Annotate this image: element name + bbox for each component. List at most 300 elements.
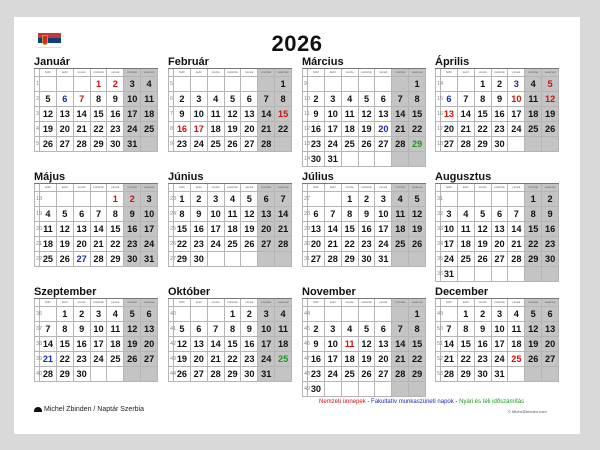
- weekday-header-row: [34, 299, 158, 307]
- day-cell: 10: [325, 337, 342, 352]
- weekday-header-row: [435, 299, 559, 307]
- day-cell: 15: [342, 222, 359, 237]
- day-cell: 1: [91, 77, 108, 92]
- day-cell: 7: [325, 207, 342, 222]
- day-cell: [441, 192, 458, 207]
- day-cell: 31: [141, 252, 158, 267]
- day-cell: 3: [124, 77, 141, 92]
- weekday-header: szombat: [525, 184, 542, 192]
- week-row: [34, 307, 158, 322]
- day-cell: 26: [525, 352, 542, 367]
- weekday-header: vasárnap: [409, 184, 426, 192]
- day-cell: 24: [441, 252, 458, 267]
- day-cell: 21: [91, 237, 108, 252]
- day-cell: 29: [107, 252, 124, 267]
- day-cell: 4: [392, 192, 409, 207]
- day-cell: 20: [141, 337, 158, 352]
- weekday-header: szerda: [208, 69, 225, 77]
- day-cell: 31: [124, 137, 141, 152]
- day-cell: 18: [40, 237, 57, 252]
- day-cell: 22: [409, 352, 426, 367]
- day-cell: 16: [174, 122, 191, 137]
- weekday-header: hétfő: [308, 69, 325, 77]
- weekday-header: hétfő: [40, 299, 57, 307]
- week-number: 12: [302, 122, 308, 137]
- weekday-header: vasárnap: [409, 69, 426, 77]
- day-cell: 4: [141, 77, 158, 92]
- day-cell: 22: [525, 237, 542, 252]
- weekday-header: péntek: [241, 69, 258, 77]
- day-cell: [475, 192, 492, 207]
- day-cell: 2: [492, 77, 509, 92]
- day-cell: 21: [74, 122, 91, 137]
- weekday-header-row: [302, 299, 426, 307]
- week-number: 15: [435, 92, 441, 107]
- logo-icon: [34, 407, 42, 412]
- day-cell: 23: [174, 137, 191, 152]
- weekday-header: vasárnap: [141, 184, 158, 192]
- day-cell: 13: [258, 207, 275, 222]
- weekday-header: vasárnap: [542, 184, 559, 192]
- day-cell: 11: [392, 207, 409, 222]
- weekday-header: szombat: [392, 184, 409, 192]
- day-cell: [375, 77, 392, 92]
- day-cell: 15: [275, 107, 292, 122]
- week-number: 8: [168, 122, 174, 137]
- week-number: 34: [435, 237, 441, 252]
- day-cell: 6: [141, 307, 158, 322]
- day-cell: 30: [359, 252, 376, 267]
- day-cell: 4: [107, 307, 124, 322]
- day-cell: 8: [225, 322, 242, 337]
- week-row: [168, 137, 292, 152]
- weekday-header: kedd: [57, 299, 74, 307]
- weekday-header: szombat: [392, 69, 409, 77]
- day-cell: 21: [258, 122, 275, 137]
- week-number: 41: [168, 322, 174, 337]
- week-number: 47: [302, 352, 308, 367]
- weekday-header: csütörtök: [91, 69, 108, 77]
- week-row: [435, 307, 559, 322]
- day-cell: [441, 307, 458, 322]
- day-cell: [258, 77, 275, 92]
- day-cell: 11: [508, 322, 525, 337]
- day-cell: 11: [458, 222, 475, 237]
- day-cell: 5: [359, 322, 376, 337]
- day-cell: 29: [475, 137, 492, 152]
- day-cell: 13: [57, 107, 74, 122]
- week-row: [302, 307, 426, 322]
- day-cell: [375, 152, 392, 167]
- day-cell: 23: [308, 367, 325, 382]
- day-cell: 15: [91, 107, 108, 122]
- week-row: [168, 307, 292, 322]
- day-cell: 19: [225, 122, 242, 137]
- week-row: [34, 352, 158, 367]
- day-cell: 21: [392, 352, 409, 367]
- day-cell: 6: [308, 207, 325, 222]
- day-cell: 7: [508, 207, 525, 222]
- day-cell: 26: [542, 122, 559, 137]
- week-number: 49: [435, 307, 441, 322]
- day-cell: 14: [40, 337, 57, 352]
- day-cell: 22: [107, 237, 124, 252]
- weekday-header: szerda: [342, 299, 359, 307]
- week-row: [34, 77, 158, 92]
- day-cell: 27: [241, 137, 258, 152]
- day-cell: 5: [40, 92, 57, 107]
- week-number: 31: [302, 252, 308, 267]
- day-cell: 3: [91, 307, 108, 322]
- weekday-header-row: [34, 69, 158, 77]
- day-cell: 28: [74, 137, 91, 152]
- day-cell: 14: [458, 107, 475, 122]
- day-cell: 12: [124, 322, 141, 337]
- day-cell: [91, 367, 108, 382]
- day-cell: 1: [57, 307, 74, 322]
- day-cell: 29: [409, 367, 426, 382]
- day-cell: 25: [40, 252, 57, 267]
- day-cell: 30: [308, 382, 325, 397]
- week-number: 51: [435, 337, 441, 352]
- day-cell: 10: [91, 322, 108, 337]
- week-number: 3: [34, 107, 40, 122]
- day-cell: 21: [275, 222, 292, 237]
- day-cell: [191, 77, 208, 92]
- week-row: [435, 367, 559, 382]
- day-cell: 16: [191, 222, 208, 237]
- month-grid: [34, 68, 158, 152]
- day-cell: 13: [141, 322, 158, 337]
- weekday-header: péntek: [508, 299, 525, 307]
- week-number: 36: [435, 267, 441, 282]
- day-cell: 9: [359, 207, 376, 222]
- day-cell: 6: [74, 207, 91, 222]
- day-cell: 8: [525, 207, 542, 222]
- day-cell: 22: [409, 122, 426, 137]
- day-cell: [225, 77, 242, 92]
- week-number: 32: [435, 207, 441, 222]
- week-row: [34, 367, 158, 382]
- week-row: [34, 92, 158, 107]
- day-cell: 18: [525, 107, 542, 122]
- day-cell: 23: [308, 137, 325, 152]
- day-cell: 6: [492, 207, 509, 222]
- day-cell: 23: [542, 237, 559, 252]
- day-cell: 3: [141, 192, 158, 207]
- day-cell: 16: [492, 107, 509, 122]
- day-cell: 17: [325, 122, 342, 137]
- weekday-header: péntek: [375, 69, 392, 77]
- day-cell: 26: [174, 367, 191, 382]
- month-name: Szeptember: [34, 286, 97, 298]
- day-cell: 29: [57, 367, 74, 382]
- weekday-header: csütörtök: [359, 299, 376, 307]
- day-cell: 24: [208, 237, 225, 252]
- day-cell: 25: [141, 122, 158, 137]
- day-cell: 1: [525, 192, 542, 207]
- day-cell: [392, 382, 409, 397]
- week-number: 16: [435, 107, 441, 122]
- day-cell: 21: [325, 237, 342, 252]
- weekday-header: szombat: [525, 299, 542, 307]
- week-number: 14: [302, 152, 308, 167]
- day-cell: 3: [375, 192, 392, 207]
- day-cell: 24: [91, 352, 108, 367]
- weekday-header: kedd: [458, 69, 475, 77]
- day-cell: 2: [191, 192, 208, 207]
- day-cell: 24: [492, 352, 509, 367]
- day-cell: 27: [191, 367, 208, 382]
- day-cell: 5: [225, 92, 242, 107]
- day-cell: 6: [258, 192, 275, 207]
- day-cell: 15: [409, 107, 426, 122]
- day-cell: [325, 382, 342, 397]
- month-name: Június: [168, 171, 204, 183]
- day-cell: 25: [342, 137, 359, 152]
- day-cell: 9: [74, 322, 91, 337]
- day-cell: [275, 137, 292, 152]
- day-cell: 28: [258, 137, 275, 152]
- day-cell: 18: [458, 237, 475, 252]
- day-cell: 17: [191, 122, 208, 137]
- day-cell: 20: [74, 237, 91, 252]
- week-row: [302, 322, 426, 337]
- week-number: 44: [168, 367, 174, 382]
- day-cell: 4: [275, 307, 292, 322]
- week-row: [34, 252, 158, 267]
- day-cell: 27: [375, 137, 392, 152]
- day-cell: 13: [241, 107, 258, 122]
- week-number: 28: [302, 207, 308, 222]
- day-cell: [191, 307, 208, 322]
- day-cell: 11: [208, 107, 225, 122]
- week-row: [302, 352, 426, 367]
- weekday-header: csütörtök: [359, 184, 376, 192]
- day-cell: 11: [225, 207, 242, 222]
- day-cell: 26: [359, 367, 376, 382]
- day-cell: [325, 307, 342, 322]
- day-cell: 27: [492, 252, 509, 267]
- day-cell: 1: [475, 77, 492, 92]
- day-cell: 10: [508, 92, 525, 107]
- day-cell: 23: [492, 122, 509, 137]
- week-number: 24: [168, 207, 174, 222]
- day-cell: [458, 192, 475, 207]
- day-cell: 29: [174, 252, 191, 267]
- day-cell: [542, 137, 559, 152]
- day-cell: 2: [74, 307, 91, 322]
- day-cell: 25: [208, 137, 225, 152]
- week-number: 6: [168, 92, 174, 107]
- day-cell: 3: [325, 92, 342, 107]
- day-cell: 7: [275, 192, 292, 207]
- month-grid: [34, 183, 158, 267]
- week-row: [168, 322, 292, 337]
- day-cell: 24: [325, 137, 342, 152]
- weekday-header: kedd: [458, 299, 475, 307]
- day-cell: 16: [308, 122, 325, 137]
- day-cell: [325, 192, 342, 207]
- day-cell: 19: [525, 337, 542, 352]
- day-cell: 7: [91, 207, 108, 222]
- day-cell: 6: [57, 92, 74, 107]
- weekday-header: péntek: [107, 299, 124, 307]
- day-cell: 13: [308, 222, 325, 237]
- weekday-header: szombat: [258, 69, 275, 77]
- day-cell: 18: [392, 222, 409, 237]
- weekday-header: péntek: [107, 184, 124, 192]
- day-cell: 14: [258, 107, 275, 122]
- week-row: [34, 192, 158, 207]
- weekday-header: hétfő: [174, 69, 191, 77]
- week-row: [168, 77, 292, 92]
- day-cell: 24: [191, 137, 208, 152]
- day-cell: 25: [392, 237, 409, 252]
- day-cell: 12: [359, 337, 376, 352]
- weekday-header: kedd: [191, 184, 208, 192]
- week-row: [168, 367, 292, 382]
- day-cell: 8: [409, 322, 426, 337]
- week-number: 9: [168, 137, 174, 152]
- weekday-header: csütörtök: [225, 184, 242, 192]
- day-cell: 23: [107, 122, 124, 137]
- day-cell: 29: [409, 137, 426, 152]
- day-cell: 18: [208, 122, 225, 137]
- day-cell: 26: [475, 252, 492, 267]
- day-cell: 30: [74, 367, 91, 382]
- day-cell: 23: [475, 352, 492, 367]
- day-cell: 23: [191, 237, 208, 252]
- week-row: [34, 122, 158, 137]
- day-cell: 17: [124, 107, 141, 122]
- day-cell: [124, 367, 141, 382]
- week-row: [302, 152, 426, 167]
- week-row: [435, 92, 559, 107]
- day-cell: 24: [258, 352, 275, 367]
- day-cell: 26: [225, 137, 242, 152]
- week-number: 18: [34, 192, 40, 207]
- day-cell: 12: [40, 107, 57, 122]
- month-name: November: [302, 286, 356, 298]
- day-cell: 4: [40, 207, 57, 222]
- weekday-header: csütörtök: [359, 69, 376, 77]
- day-cell: 18: [107, 337, 124, 352]
- day-cell: 25: [225, 237, 242, 252]
- day-cell: 17: [508, 107, 525, 122]
- day-cell: [342, 77, 359, 92]
- week-row: [34, 322, 158, 337]
- weekday-header-row: [168, 299, 292, 307]
- week-row: [168, 337, 292, 352]
- day-cell: [308, 192, 325, 207]
- website-credit: © MichelZbinden.com: [508, 409, 547, 414]
- day-cell: 6: [375, 322, 392, 337]
- day-cell: 24: [325, 367, 342, 382]
- month-grid: [302, 298, 426, 397]
- day-cell: 9: [107, 92, 124, 107]
- week-number: 18: [435, 137, 441, 152]
- day-cell: 9: [174, 107, 191, 122]
- weekday-header: szerda: [475, 69, 492, 77]
- day-cell: [542, 367, 559, 382]
- day-cell: 5: [542, 77, 559, 92]
- weekday-header: hétfő: [40, 184, 57, 192]
- day-cell: 14: [275, 207, 292, 222]
- day-cell: 5: [525, 307, 542, 322]
- day-cell: 1: [275, 77, 292, 92]
- day-cell: 19: [40, 122, 57, 137]
- day-cell: 29: [525, 252, 542, 267]
- weekday-header-row: [34, 184, 158, 192]
- day-cell: 12: [359, 107, 376, 122]
- day-cell: 28: [508, 252, 525, 267]
- day-cell: 13: [74, 222, 91, 237]
- day-cell: [241, 252, 258, 267]
- week-row: [435, 267, 559, 282]
- day-cell: 10: [325, 107, 342, 122]
- day-cell: 27: [258, 237, 275, 252]
- week-number: 7: [168, 107, 174, 122]
- week-number: 5: [34, 137, 40, 152]
- month-grid: [168, 68, 292, 152]
- day-cell: 6: [542, 307, 559, 322]
- day-cell: 12: [525, 322, 542, 337]
- day-cell: [342, 152, 359, 167]
- day-cell: 17: [492, 337, 509, 352]
- day-cell: 4: [225, 192, 242, 207]
- day-cell: [392, 77, 409, 92]
- week-row: [168, 352, 292, 367]
- week-row: [302, 207, 426, 222]
- day-cell: [359, 307, 376, 322]
- day-cell: 22: [174, 237, 191, 252]
- day-cell: 20: [492, 237, 509, 252]
- day-cell: 26: [241, 237, 258, 252]
- month-grid: [302, 183, 426, 267]
- day-cell: 3: [325, 322, 342, 337]
- day-cell: 30: [191, 252, 208, 267]
- day-cell: [409, 152, 426, 167]
- day-cell: 18: [508, 337, 525, 352]
- day-cell: 5: [409, 192, 426, 207]
- day-cell: [508, 267, 525, 282]
- day-cell: 19: [359, 352, 376, 367]
- day-cell: 6: [375, 92, 392, 107]
- day-cell: 26: [57, 252, 74, 267]
- week-row: [435, 352, 559, 367]
- month-grid: [302, 68, 426, 167]
- day-cell: 28: [275, 237, 292, 252]
- weekday-header: vasárnap: [542, 299, 559, 307]
- week-row: [302, 92, 426, 107]
- day-cell: 17: [91, 337, 108, 352]
- week-row: [302, 107, 426, 122]
- weekday-header: péntek: [375, 184, 392, 192]
- week-number: 40: [168, 307, 174, 322]
- day-cell: 21: [392, 122, 409, 137]
- day-cell: 15: [458, 337, 475, 352]
- week-number: 44: [302, 307, 308, 322]
- month-grid: [34, 298, 158, 382]
- day-cell: [208, 77, 225, 92]
- day-cell: [141, 367, 158, 382]
- week-row: [302, 252, 426, 267]
- weekday-header: hétfő: [441, 299, 458, 307]
- day-cell: 22: [91, 122, 108, 137]
- day-cell: 21: [208, 352, 225, 367]
- day-cell: 9: [308, 337, 325, 352]
